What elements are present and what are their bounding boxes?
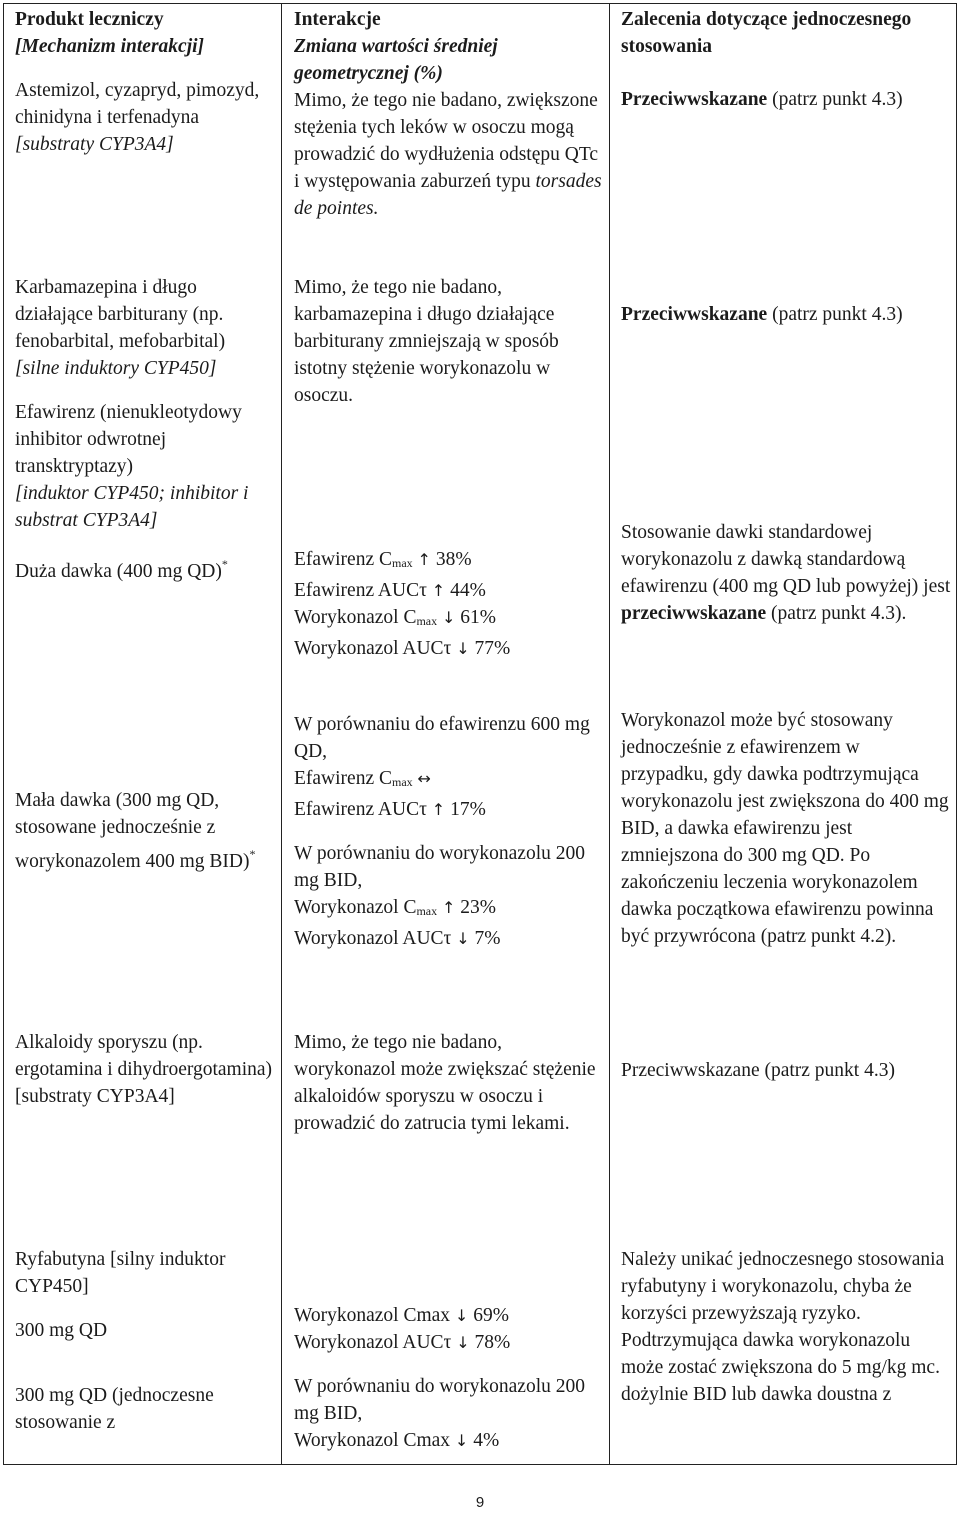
efawirenz-low-line-2: Efawirenz AUCτ ↑ 17% [294,799,486,820]
row-karbamazepina-interaction-cell [294,274,608,409]
row-ryfabutyna-recommendation-cell [621,1246,951,1408]
header-interaction-title: Interakcje [294,9,381,30]
row-efawirenz-mechanism: [induktor CYP450; inhibitor i substrat CYP3A4] [15,483,249,531]
efawirenz-low-intro-2: W porównaniu do worykonazolu 200 mg BID, [294,843,586,891]
efawirenz-low-line-1: Efawirenz Cmax ↔ [294,768,431,789]
arrow-up-icon: ↑ [442,898,456,917]
efawirenz-low-intro-1: W porównaniu do efawirenzu 600 mg QD, [294,714,590,762]
row-efawirenz-recommendation-cell [621,519,951,627]
row-ryfabutyna-product-cell [15,1246,277,1436]
row-ryfabutyna-dose-2: 300 mg QD (jednoczesne stosowanie z [15,1385,214,1433]
row-karbamazepina-interaction: Mimo, że tego nie badano, karbamazepina i długo działające barbiturany zmniejszają w sposób istotny stężenie worykonazolu w osoczu. [294,277,559,406]
arrow-both-icon: ↔ [417,769,431,788]
row-alkaloidy-recommendation-cell [621,1057,951,1084]
row-karbamazepina-product-cell [15,274,277,585]
row-astemizol-product: Astemizol, cyzapryd, pimozyd, chinidyna i terfenadyna [15,80,260,128]
arrow-up-icon: ↑ [417,550,431,569]
row-karbamazepina-recommendation: Przeciwwskazane (patrz punkt 4.3) [621,304,903,325]
arrow-up-icon: ↑ [431,581,446,600]
row-efawirenz-low-product-cell [15,787,277,875]
efawirenz-low-line-3: Worykonazol Cmax ↑ 23% [294,897,497,918]
row-alkaloidy-product: Alkaloidy sporyszu (np. ergotamina i dihydroergotamina) [substraty CYP3A4] [15,1032,273,1107]
row-alkaloidy-product-cell [15,1029,277,1110]
ryfabutyna-line-3: Worykonazol Cmax ↓ 4% [294,1430,500,1451]
header-interaction-cell [294,6,608,222]
efawirenz-line-3: Worykonazol Cmax ↓ 61% [294,607,497,628]
row-astemizol-interaction: Mimo, że tego nie badano, zwiększone stężenia tych leków w osoczu mogą prowadzić do wydłużenia odstępu QTc i występowania zaburzeń typu torsades de pointes. [294,90,602,219]
row-ryfabutyna-interaction-cell [294,1302,608,1454]
row-alkaloidy-recommendation: Przeciwwskazane (patrz punkt 4.3) [621,1060,895,1081]
row-efawirenz-high-dose: Duża dawka (400 mg QD)* [15,557,228,582]
ryfabutyna-line-2: Worykonazol AUCτ ↓ 78% [294,1332,511,1353]
arrow-down-icon: ↓ [442,608,456,627]
arrow-down-icon: ↓ [456,639,470,658]
row-efawirenz-recommendation: Stosowanie dawki standardowej worykonazolu z dawką standardową efawirenzu (400 mg QD lub powyżej) jest przeciwwskazane (patrz punkt 4.3). [621,522,951,624]
row-efawirenz-low-recommendation: Worykonazol może być stosowany jednocześnie z efawirenzem w przypadku, gdy dawka podtrzymująca worykonazolu jest zwiększona do 400 mg BID, a dawka efawirenzu jest zmniejszona do 300 mg QD. Po zakończeniu leczenia worykonazolem dawka początkowa efawirenzu powinna być przywrócona (patrz punkt 4.2). [621,710,949,947]
interaction-table [3,3,957,1465]
row-karbamazepina-product: Karbamazepina i długo działające barbiturany (np. fenobarbital, mefobarbital) [15,277,226,352]
row-ryfabutyna-recommendation: Należy unikać jednoczesnego stosowania ryfabutyny i worykonazolu, chyba że korzyści przewyższają ryzyko. Podtrzymująca dawka worykonazolu może zostać zwiększona do 5 mg/kg mc. dożylnie BID lub dawka doustna z [621,1249,945,1405]
table-border-top [3,3,957,4]
header-recommendation-title: Zalecenia dotyczące jednoczesnego stosowania [621,9,912,57]
row-alkaloidy-interaction-cell [294,1029,608,1137]
row-efawirenz-low-dose: Mała dawka (300 mg QD, stosowane jednocześnie z worykonazolem 400 mg BID)* [15,790,256,872]
header-mechanism-title: [Mechanizm interakcji] [15,36,205,57]
efawirenz-line-1: Efawirenz Cmax ↑ 38% [294,549,472,570]
row-karbamazepina-mechanism: [silne induktory CYP450] [15,358,217,379]
efawirenz-line-4: Worykonazol AUCτ ↓ 77% [294,638,511,659]
page-number: 9 [475,1494,485,1511]
ryfabutyna-intro: W porównaniu do worykonazolu 200 mg BID, [294,1376,586,1424]
row-efawirenz-low-interaction-cell [294,711,608,952]
arrow-down-icon: ↓ [454,1431,469,1450]
row-astemizol-mechanism: [substraty CYP3A4] [15,134,174,155]
row-efawirenz-product: Efawirenz (nienukleotydowy inhibitor odwrotnej transktryptazy) [15,402,242,477]
header-interaction-subtitle: Zmiana wartości średniej geometrycznej (%) [294,36,498,84]
column-divider-2 [609,3,610,1465]
arrow-down-icon: ↓ [456,1333,470,1352]
ryfabutyna-line-1: Worykonazol Cmax ↓ 69% [294,1305,509,1326]
row-astemizol-recommendation: Przeciwwskazane (patrz punkt 4.3) [621,89,903,110]
row-ryfabutyna-product: Ryfabutyna [silny induktor CYP450] [15,1249,226,1297]
row-efawirenz-low-recommendation-cell [621,707,951,950]
arrow-down-icon: ↓ [454,1306,469,1325]
header-recommendation-cell [621,6,951,113]
arrow-down-icon: ↓ [456,929,470,948]
header-product-cell [15,6,277,158]
column-divider-1 [281,3,282,1465]
table-border-right [956,3,957,1465]
efawirenz-low-line-4: Worykonazol AUCτ ↓ 7% [294,928,501,949]
header-product-title: Produkt leczniczy [15,9,164,30]
row-ryfabutyna-dose-1: 300 mg QD [15,1320,108,1341]
row-alkaloidy-interaction: Mimo, że tego nie badano, worykonazol może zwiększać stężenie alkaloidów sporyszu w osoczu i prowadzić do zatrucia tymi lekami. [294,1032,596,1134]
row-efawirenz-interaction-cell [294,546,608,662]
efawirenz-line-2: Efawirenz AUCτ ↑ 44% [294,580,486,601]
row-karbamazepina-recommendation-cell [621,301,951,328]
table-border-bottom [3,1464,957,1465]
table-border-left [3,3,4,1465]
arrow-up-icon: ↑ [431,800,446,819]
